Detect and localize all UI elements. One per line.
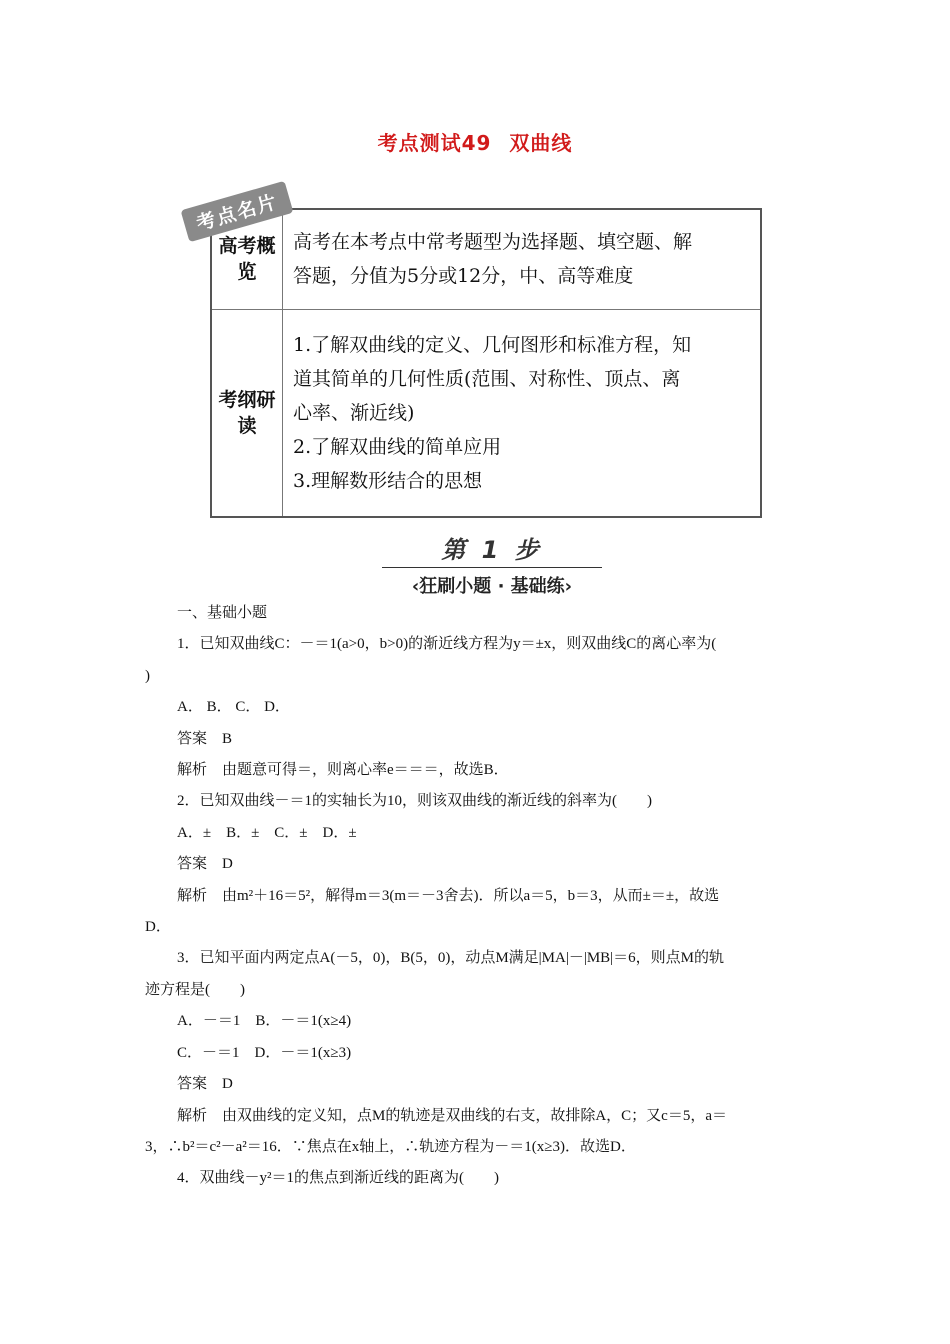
step-subtitle: ‹狂刷小题 · 基础练› xyxy=(411,576,573,597)
step-banner xyxy=(382,530,602,598)
question-1-answer: 答案 B xyxy=(177,730,233,747)
syllabus-body: 1.了解双曲线的定义、几何图形和标准方程，知 道其简单的几何性质(范围、对称性、顶点、离 心率、渐近线) 2.了解双曲线的简单应用 3.理解数形结合的思想 xyxy=(283,309,762,517)
question-2-options: A．± B．± C．± D．± xyxy=(177,824,357,841)
question-3-options-ab: A．－＝1 B．－＝1(x≥4) xyxy=(177,1013,352,1030)
question-1-cont: ) xyxy=(145,667,150,684)
question-3-answer: 答案 D xyxy=(177,1076,233,1093)
topic-card-stamp: 考点名片 xyxy=(181,181,294,242)
question-2-solution: 解析 由m²＋16＝5²，解得m＝3(m＝－3舍去)．所以a＝5，b＝3，从而±＝±，故选 xyxy=(177,887,720,904)
question-2-solution-cont: D． xyxy=(145,919,171,936)
syllabus-heading: 考纲研读 xyxy=(211,309,283,517)
question-1: 1．已知双曲线C：－＝1(a>0，b>0)的渐近线方程为y＝±x，则双曲线C的离心率为( xyxy=(177,636,717,653)
question-1-solution: 解析 由题意可得＝，则离心率e＝＝＝，故选B． xyxy=(177,762,509,779)
question-3-cont: 迹方程是( ) xyxy=(145,981,245,998)
question-1-options: A． B． C． D． xyxy=(177,699,290,716)
question-3: 3．已知平面内两定点A(－5，0)，B(5，0)，动点M满足|MA|－|MB|＝6，则点M的轨 xyxy=(177,950,725,967)
step-divider xyxy=(382,567,602,568)
page-title: 考点测试49 双曲线 xyxy=(377,131,573,155)
step-title: 第 1 步 xyxy=(441,536,543,564)
question-3-solution-cont: 3，∴b²＝c²－a²＝16．∵焦点在x轴上，∴轨迹方程为－＝1(x≥3)．故选D． xyxy=(145,1138,636,1155)
topic-card-table xyxy=(210,208,762,518)
question-content xyxy=(145,598,810,1195)
question-2: 2．已知双曲线－＝1的实轴长为10，则该双曲线的渐近线的斜率为( ) xyxy=(177,793,652,810)
question-3-solution: 解析 由双曲线的定义知，点M的轨迹是双曲线的右支，故排除A，C；又c＝5，a＝ xyxy=(177,1107,727,1124)
overview-body: 高考在本考点中常考题型为选择题、填空题、解 答题，分值为5分或12分，中、高等难度 xyxy=(283,209,762,309)
overview-heading: 高考概览 xyxy=(211,209,283,309)
question-2-answer: 答案 D xyxy=(177,856,233,873)
question-4: 4．双曲线－y²＝1的焦点到渐近线的距离为( ) xyxy=(177,1170,499,1187)
section-heading: 一、基础小题 xyxy=(177,605,268,621)
question-3-options-cd: C．－＝1 D．－＝1(x≥3) xyxy=(177,1044,352,1061)
